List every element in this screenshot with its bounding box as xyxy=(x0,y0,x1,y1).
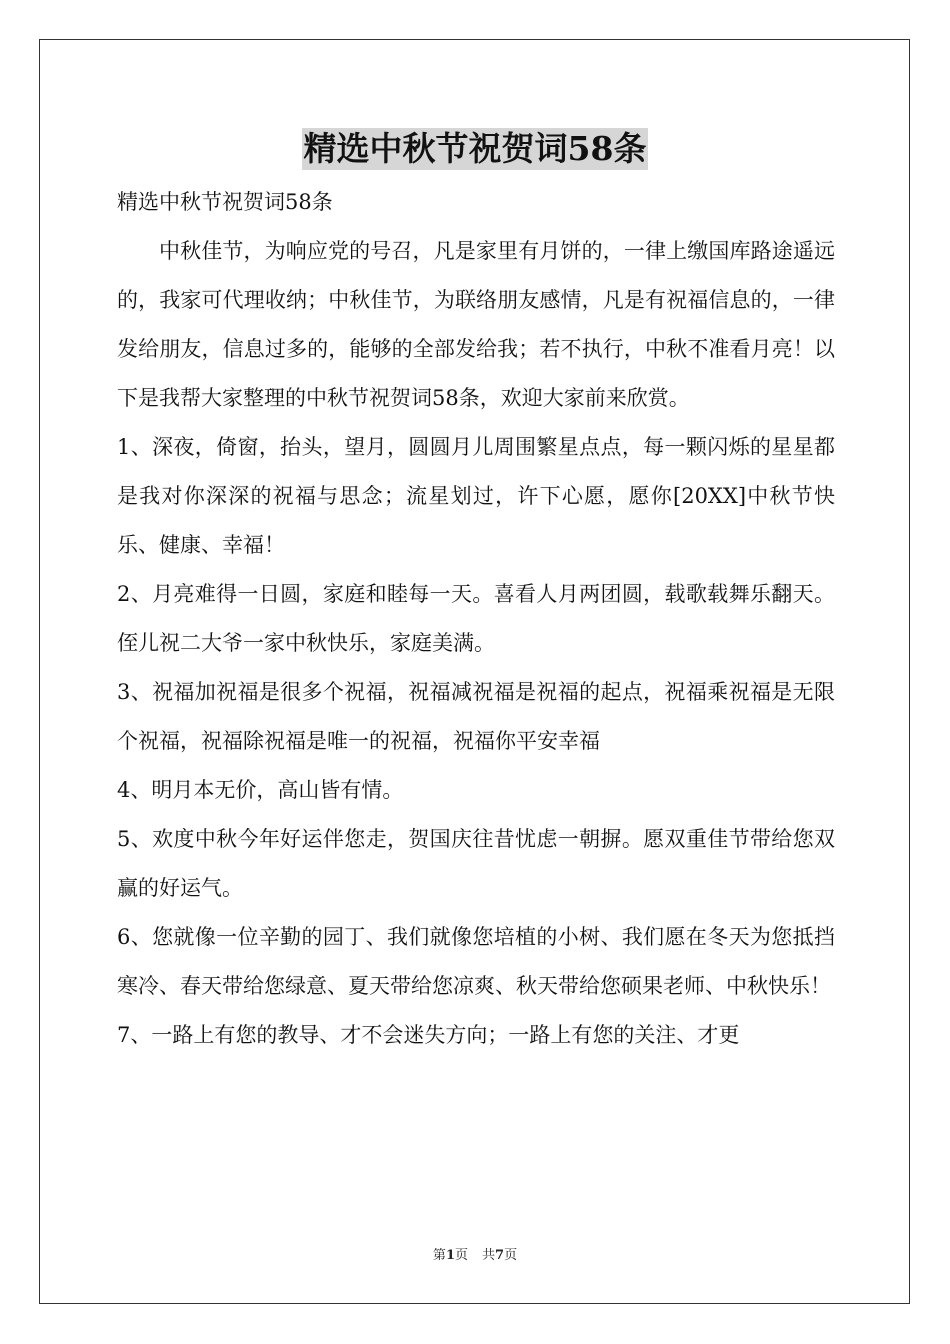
list-item: 3、祝福加祝福是很多个祝福，祝福减祝福是祝福的起点，祝福乘祝福是无限个祝福，祝福除祝福是唯一的祝福，祝福你平安幸福 xyxy=(117,680,835,753)
title-container xyxy=(0,128,950,170)
total-suffix: 页 xyxy=(504,1248,518,1263)
page-total: 7 xyxy=(495,1248,505,1263)
document-subtitle: 精选中秋节祝贺词58条 xyxy=(117,190,333,214)
list-item: 1、深夜，倚窗，抬头，望月，圆圆月儿周围繁星点点，每一颗闪烁的星星都是我对你深深的祝福与思念；流星划过，许下心愿，愿你[20XX]中秋节快乐、健康、幸福！ xyxy=(117,435,835,557)
list-item: 7、一路上有您的教导、才不会迷失方向；一路上有您的关注、才更 xyxy=(117,1023,740,1047)
intro-paragraph: 中秋佳节，为响应党的号召，凡是家里有月饼的，一律上缴国库路途遥远的，我家可代理收纳；中秋佳节，为联络朋友感情，凡是有祝福信息的，一律发给朋友，信息过多的，能够的全部发给我；若不执行，中秋不准看月亮！以下是我帮大家整理的中秋节祝贺词58条，欢迎大家前来欣赏。 xyxy=(117,239,835,410)
page-prefix: 第 xyxy=(432,1248,446,1263)
document-title: 精选中秋节祝贺词58条 xyxy=(303,129,647,168)
list-item: 4、明月本无价，高山皆有情。 xyxy=(117,778,404,802)
list-item: 6、您就像一位辛勤的园丁、我们就像您培植的小树、我们愿在冬天为您抵挡寒冷、春天带给您绿意、夏天带给您凉爽、秋天带给您硕果老师、中秋快乐！ xyxy=(117,925,835,998)
total-prefix: 共 xyxy=(482,1248,496,1263)
document-body xyxy=(117,178,835,1060)
list-item: 2、月亮难得一日圆，家庭和睦每一天。喜看人月两团圆，载歌载舞乐翻天。侄儿祝二大爷一家中秋快乐，家庭美满。 xyxy=(117,582,835,655)
page-suffix: 页 xyxy=(454,1248,468,1263)
page-footer xyxy=(0,1247,950,1265)
list-item: 5、欢度中秋今年好运伴您走，贺国庆往昔忧虑一朝摒。愿双重佳节带给您双赢的好运气。 xyxy=(117,827,835,900)
page-current: 1 xyxy=(445,1248,455,1263)
